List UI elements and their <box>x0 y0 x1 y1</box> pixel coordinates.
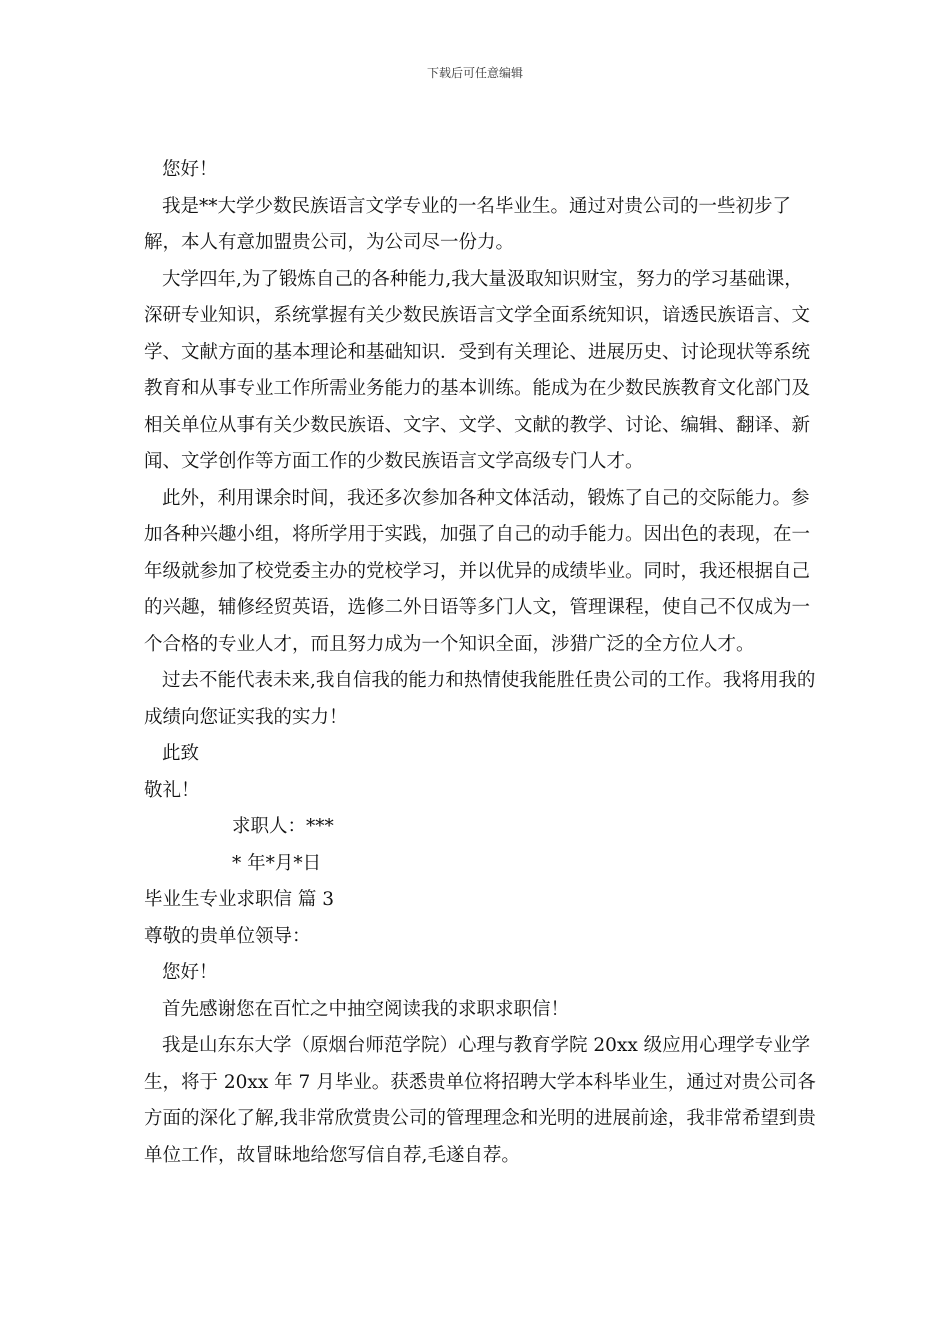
letter1-date: * 年*月*日 <box>232 852 322 874</box>
letter1-signer: 求职人：*** <box>232 816 334 837</box>
letter1-paragraph-4: 过去不能代表未来,我自信我的能力和热情使我能胜任贵公司的工作。我将用我的成绩向您证实我的实力！ <box>144 670 816 728</box>
document-body <box>144 152 820 1174</box>
letter2-greeting: 您好！ <box>162 962 218 983</box>
letter1-closing-2: 敬礼！ <box>144 779 200 801</box>
letter2-salutation: 尊敬的贵单位领导： <box>144 925 311 947</box>
letter2-heading: 毕业生专业求职信 篇 3 <box>144 889 335 910</box>
letter1-paragraph-1: 我是**大学少数民族语言文学专业的一名毕业生。通过对贵公司的一些初步了解，本人有意加盟贵公司，为公司尽一份力。 <box>144 195 792 253</box>
letter1-greeting: 您好！ <box>162 159 218 180</box>
letter1-closing-1: 此致 <box>162 743 200 764</box>
letter2-paragraph-2: 我是山东东大学（原烟台师范学院）心理与教育学院 20xx 级应用心理学专业学生，将于 20xx 年 7 月毕业。获悉贵单位将招聘大学本科毕业生，通过对贵公司各方面的深化了解,我非常欣赏贵公司的管理理念和光明的进展前途，我非常希望到贵单位工作，故冒昧地给您写信自荐,毛遂自荐。 <box>144 1035 816 1166</box>
page-header: 下载后可任意编辑 <box>426 66 523 80</box>
letter2-paragraph-1: 首先感谢您在百忙之中抽空阅读我的求职求职信！ <box>162 998 570 1020</box>
letter1-paragraph-3: 此外，利用课余时间，我还多次参加各种文体活动，锻炼了自己的交际能力。参加各种兴趣小组，将所学用于实践，加强了自己的动手能力。因出色的表现，在一年级就参加了校党委主办的党校学习，并以优异的成绩毕业。同时，我还根据自己的兴趣，辅修经贸英语，选修二外日语等多门人文，管理课程，使自己不仅成为一个合格的专业人才，而且努力成为一个知识全面，涉猎广泛的全方位人才。 <box>144 487 811 655</box>
letter1-paragraph-2: 大学四年,为了锻炼自己的各种能力,我大量汲取知识财宝，努力的学习基础课，深研专业知识，系统掌握有关少数民族语言文学全面系统知识，谙透民族语言、文学、文献方面的基本理论和基础知识．受到有关理论、进展历史、讨论现状等系统教育和从事专业工作所需业务能力的基本训练。能成为在少数民族教育文化部门及相关单位从事有关少数民族语、文字、文学、文献的教学、讨论、编辑、翻译、新闻、文学创作等方面工作的少数民族语言文学高级专门人才。 <box>144 268 811 472</box>
